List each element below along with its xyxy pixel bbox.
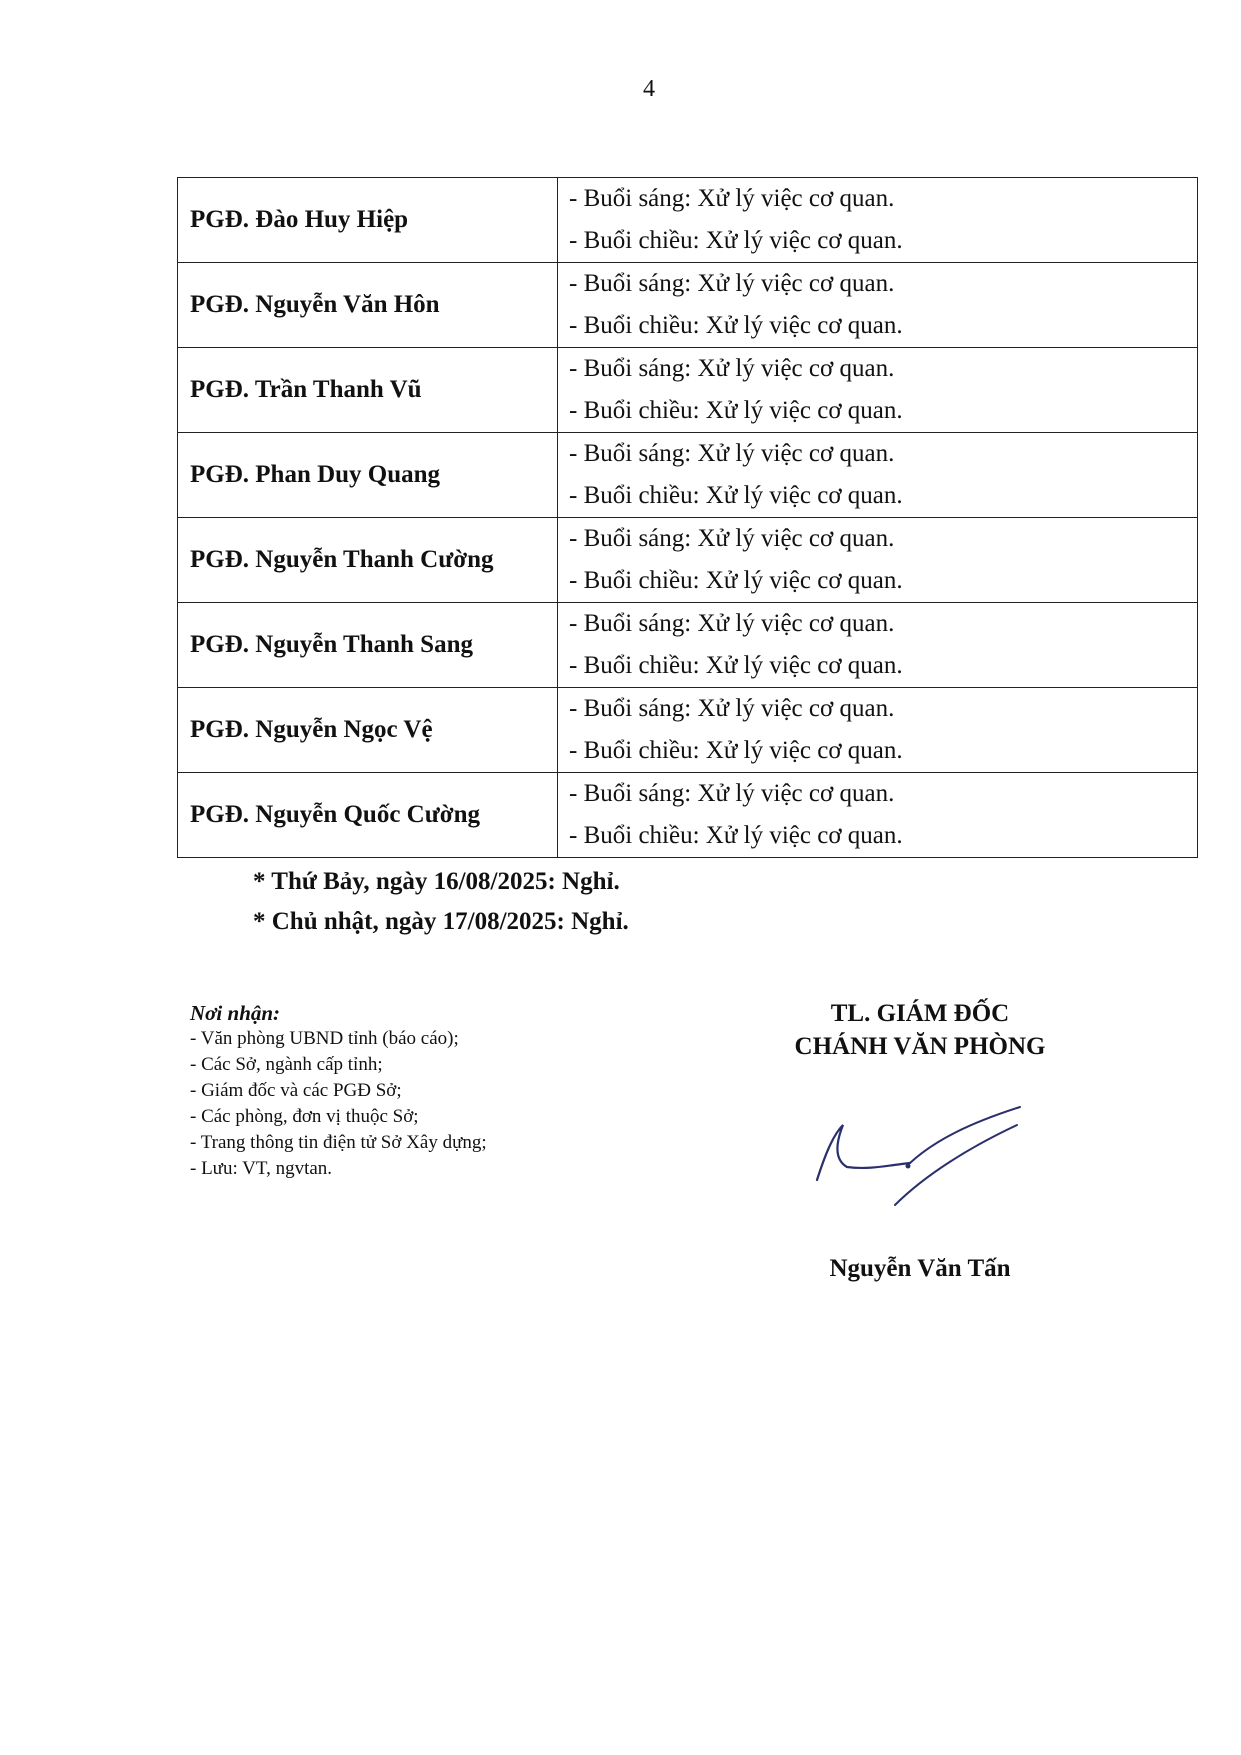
- morning-task: - Buổi sáng: Xử lý việc cơ quan.: [569, 440, 895, 467]
- afternoon-task: - Buổi chiều: Xử lý việc cơ quan.: [569, 227, 903, 254]
- deputy-director-name: PGĐ. Nguyễn Ngọc Vệ: [178, 688, 558, 773]
- deputy-director-name: PGĐ. Nguyễn Thanh Cường: [178, 518, 558, 603]
- morning-task: - Buổi sáng: Xử lý việc cơ quan.: [569, 270, 895, 297]
- morning-task: - Buổi sáng: Xử lý việc cơ quan.: [569, 185, 895, 212]
- deputy-director-name: PGĐ. Nguyễn Quốc Cường: [178, 773, 558, 858]
- recipient-item: - Lưu: VT, ngvtan.: [190, 1158, 333, 1179]
- recipient-item: - Các phòng, đơn vị thuộc Sở;: [190, 1106, 419, 1127]
- afternoon-task: - Buổi chiều: Xử lý việc cơ quan.: [569, 822, 903, 849]
- recipient-item: - Văn phòng UBND tỉnh (báo cáo);: [190, 1028, 459, 1049]
- deputy-director-name: PGĐ. Nguyễn Thanh Sang: [178, 603, 558, 688]
- table-row: [178, 518, 1198, 603]
- page-number: 4: [643, 76, 655, 102]
- task-cell: [558, 433, 1198, 518]
- recipients-block: [190, 1000, 487, 1182]
- task-cell: [558, 518, 1198, 603]
- table-row: [178, 263, 1198, 348]
- afternoon-task: - Buổi chiều: Xử lý việc cơ quan.: [569, 312, 903, 339]
- afternoon-task: - Buổi chiều: Xử lý việc cơ quan.: [569, 567, 903, 594]
- table-row: [178, 688, 1198, 773]
- recipients-title: Nơi nhận:: [190, 1001, 281, 1025]
- table-row: [178, 603, 1198, 688]
- recipient-item: - Giám đốc và các PGĐ Sở;: [190, 1080, 402, 1101]
- afternoon-task: - Buổi chiều: Xử lý việc cơ quan.: [569, 397, 903, 424]
- table-row: [178, 433, 1198, 518]
- deputy-director-name: PGĐ. Nguyễn Văn Hôn: [178, 263, 558, 348]
- table-row: [178, 178, 1198, 263]
- handwritten-signature: [795, 1095, 1035, 1225]
- deputy-director-name: PGĐ. Phan Duy Quang: [178, 433, 558, 518]
- task-cell: [558, 603, 1198, 688]
- deputy-director-name: PGĐ. Đào Huy Hiệp: [178, 178, 558, 263]
- recipient-item: - Trang thông tin điện tử Sở Xây dựng;: [190, 1132, 487, 1153]
- signature-title-block: [740, 997, 1100, 1063]
- table-row: [178, 348, 1198, 433]
- deputy-director-name: PGĐ. Trần Thanh Vũ: [178, 348, 558, 433]
- signature-title-line2: CHÁNH VĂN PHÒNG: [794, 1033, 1046, 1060]
- task-cell: [558, 263, 1198, 348]
- morning-task: - Buổi sáng: Xử lý việc cơ quan.: [569, 780, 895, 807]
- schedule-table: [177, 177, 1198, 858]
- task-cell: [558, 773, 1198, 858]
- afternoon-task: - Buổi chiều: Xử lý việc cơ quan.: [569, 482, 903, 509]
- sunday-note: * Chủ nhật, ngày 17/08/2025: Nghỉ.: [253, 908, 629, 935]
- morning-task: - Buổi sáng: Xử lý việc cơ quan.: [569, 610, 895, 637]
- signature-title-line1: TL. GIÁM ĐỐC: [830, 1000, 1010, 1027]
- task-cell: [558, 178, 1198, 263]
- recipient-item: - Các Sở, ngành cấp tỉnh;: [190, 1054, 383, 1075]
- morning-task: - Buổi sáng: Xử lý việc cơ quan.: [569, 525, 895, 552]
- saturday-note: * Thứ Bảy, ngày 16/08/2025: Nghỉ.: [253, 868, 620, 895]
- morning-task: - Buổi sáng: Xử lý việc cơ quan.: [569, 355, 895, 382]
- signer-name: Nguyễn Văn Tấn: [829, 1255, 1011, 1282]
- afternoon-task: - Buổi chiều: Xử lý việc cơ quan.: [569, 652, 903, 679]
- afternoon-task: - Buổi chiều: Xử lý việc cơ quan.: [569, 737, 903, 764]
- morning-task: - Buổi sáng: Xử lý việc cơ quan.: [569, 695, 895, 722]
- task-cell: [558, 688, 1198, 773]
- task-cell: [558, 348, 1198, 433]
- table-row: [178, 773, 1198, 858]
